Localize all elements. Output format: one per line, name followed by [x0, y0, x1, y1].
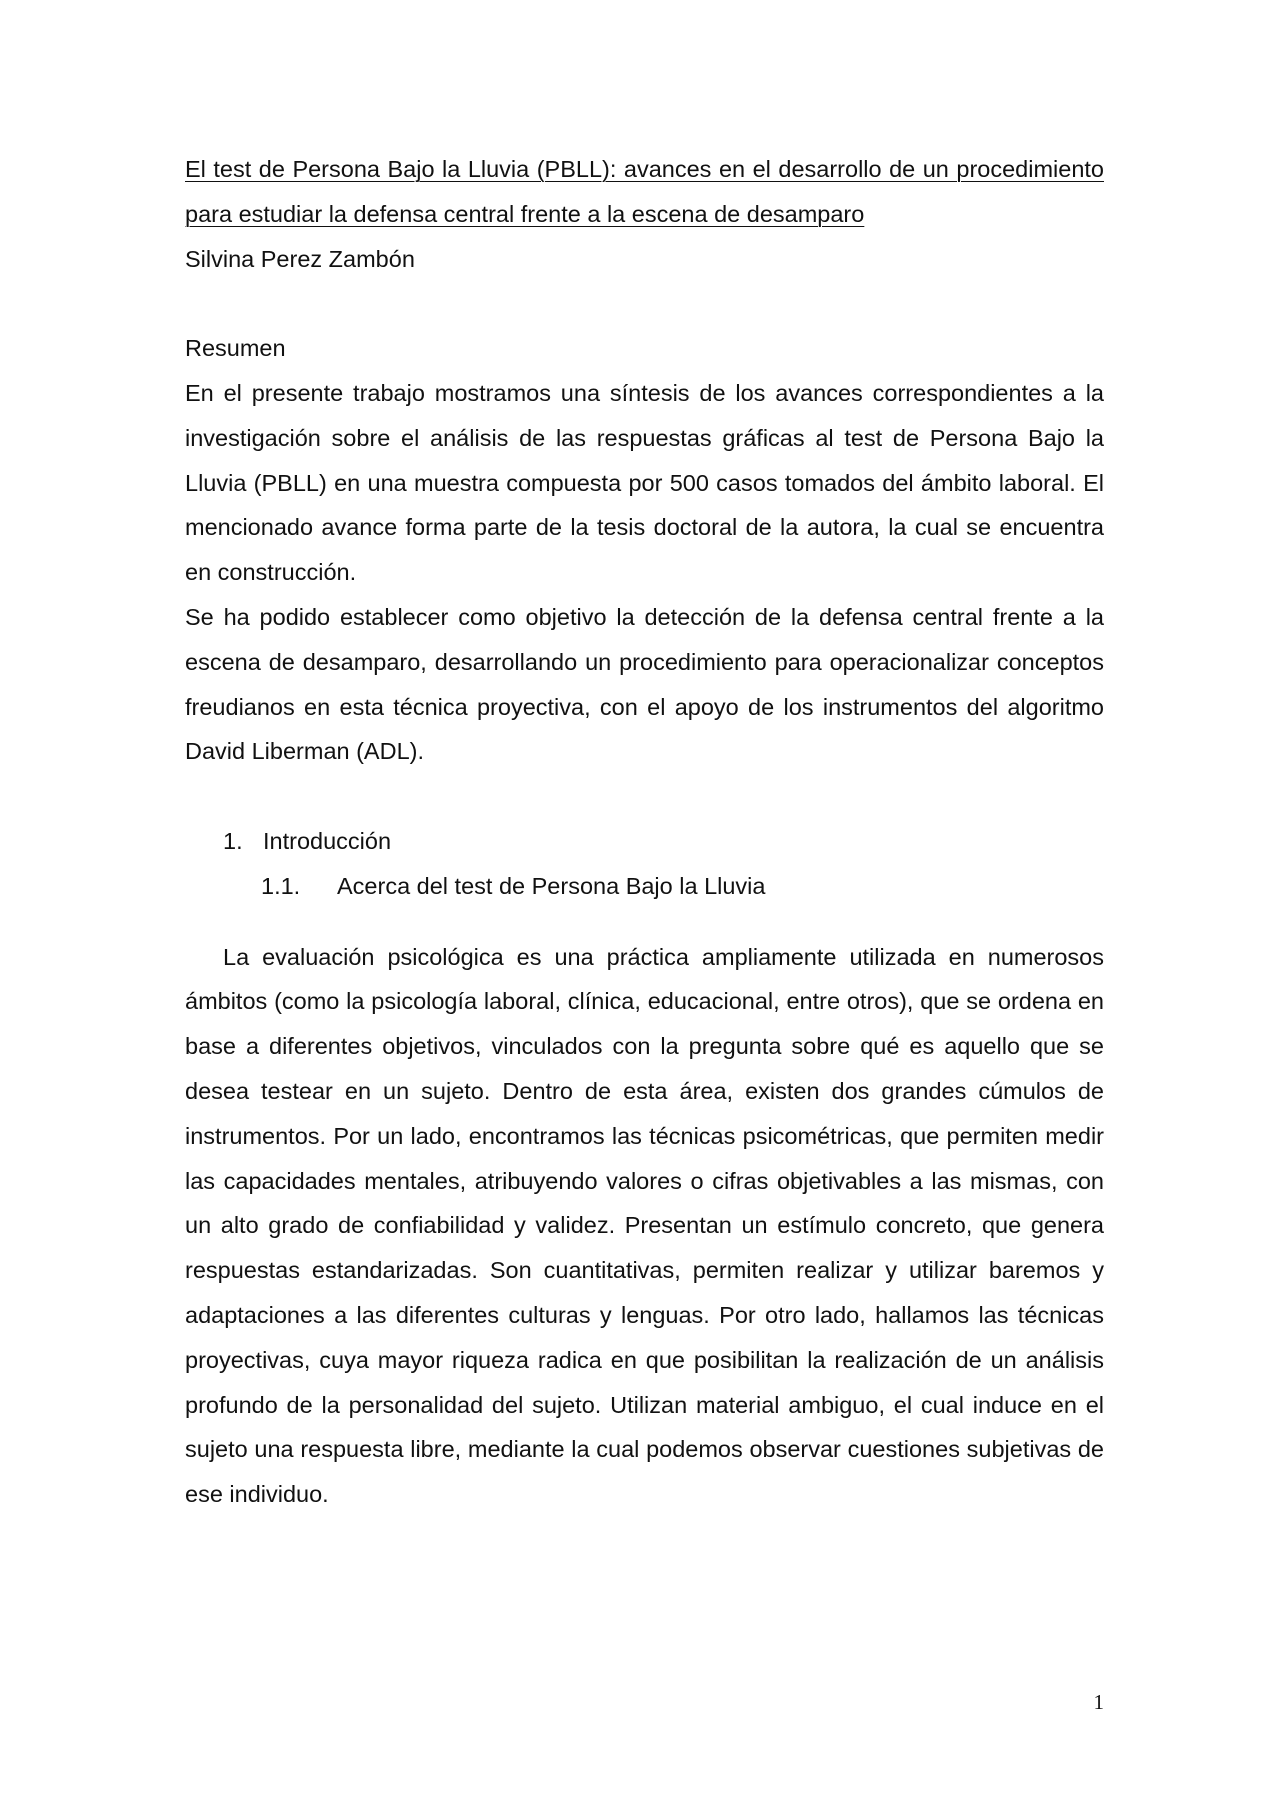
- body-paragraph: La evaluación psicológica es una práctica ampliamente utilizada en numerosos ámbitos (como la psicología laboral, clínica, educacional, entre otros), que se ordena en base a diferentes objetivos, vinculados con la pregunta sobre qué es aquello que se desea testear en un sujeto. Dentro de esta área, existen dos grandes cúmulos de instrumentos. Por un lado, encontramos las técnicas psicométricas, que permiten medir las capacidades mentales, atribuyendo valores o cifras objetivables a las mismas, con un alto grado de confiabilidad y validez. Presentan un estímulo concreto, que genera respuestas estandarizadas. Son cuantitativas, permiten realizar y utilizar baremos y adaptaciones a las diferentes culturas y lenguas. Por otro lado, hallamos las técnicas proyectivas, cuya mayor riqueza radica en que posibilitan la realización de un análisis profundo de la personalidad del sujeto. Utilizan material ambiguo, el cual induce en el sujeto una respuesta libre, mediante la cual podemos observar cuestiones subjetivas de ese individuo.: [185, 943, 1104, 1508]
- spacer: [185, 774, 1104, 819]
- abstract-paragraph-1: En el presente trabajo mostramos una síntesis de los avances correspondientes a la investigación sobre el análisis de las respuestas gráficas al test de Persona Bajo la Lluvia (PBLL) en una muestra compuesta por 500 casos tomados del ámbito laboral. El mencionado avance forma parte de la tesis doctoral de la autora, la cual se encuentra en construcción.: [185, 379, 1104, 586]
- author-name: Silvina Perez Zambón: [185, 245, 415, 272]
- page-number: 1: [1093, 1690, 1104, 1714]
- subsection-heading: [185, 864, 1104, 909]
- abstract-heading: Resumen: [185, 335, 286, 362]
- document-title: El test de Persona Bajo la Lluvia (PBLL): avances en el desarrollo de un procedimiento para estudiar la defensa central frente a la escena de desamparo: [185, 156, 1104, 227]
- subsection-title: Acerca del test de Persona Bajo la Lluvia: [337, 872, 766, 899]
- document-page: [185, 147, 1104, 1517]
- spacer: [185, 281, 1104, 326]
- section-heading: [185, 819, 1104, 864]
- section-title: Introducción: [263, 827, 392, 854]
- abstract-paragraph-2: Se ha podido establecer como objetivo la detección de la defensa central frente a la escena de desamparo, desarrollando un procedimiento para operacionalizar conceptos freudianos en esta técnica proyectiva, con el apoyo de los instrumentos del algoritmo David Liberman (ADL).: [185, 603, 1104, 765]
- spacer: [185, 909, 1104, 935]
- section-number: 1.: [223, 827, 243, 854]
- subsection-number: 1.1.: [261, 872, 301, 899]
